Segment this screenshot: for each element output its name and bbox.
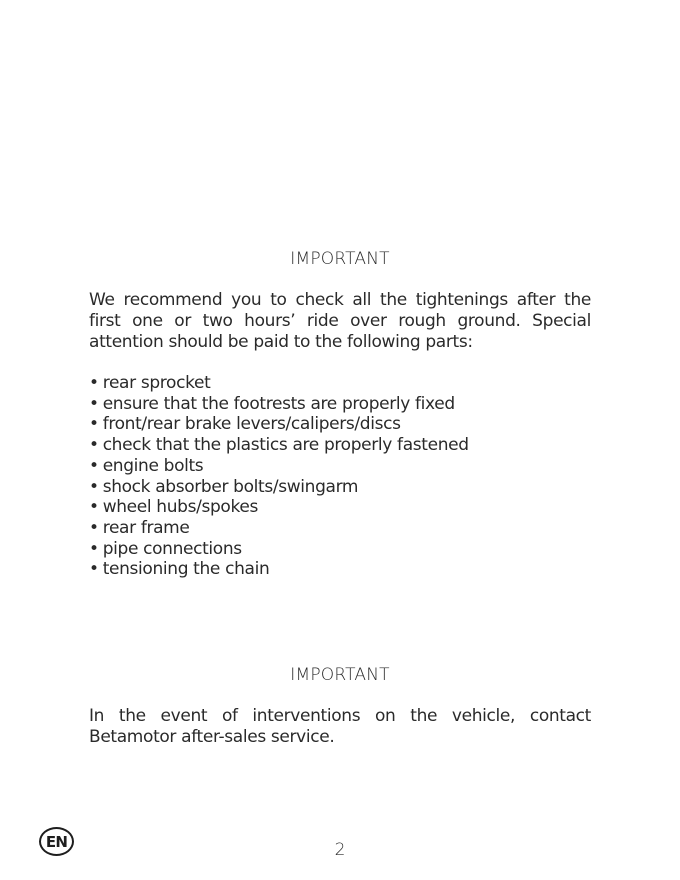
list-item bbox=[89, 477, 591, 498]
after-sales-paragraph: In the event of interventions on the vehicle, contact Betamotor after-sales service. bbox=[89, 706, 591, 747]
list-item bbox=[89, 539, 591, 560]
bullet-icon: • bbox=[89, 559, 99, 580]
list-item bbox=[89, 456, 591, 477]
bullet-icon: • bbox=[89, 414, 99, 435]
list-item-label: front/rear brake levers/calipers/discs bbox=[102, 414, 401, 435]
list-item bbox=[89, 559, 591, 580]
bullet-icon: • bbox=[89, 497, 99, 518]
list-item bbox=[89, 373, 591, 394]
list-item bbox=[89, 394, 591, 415]
list-item bbox=[89, 435, 591, 456]
bullet-icon: • bbox=[89, 538, 99, 559]
list-item-label: engine bolts bbox=[102, 455, 204, 476]
bullet-icon: • bbox=[89, 393, 99, 414]
list-item-label: rear sprocket bbox=[102, 373, 211, 393]
page-number: 2 bbox=[334, 840, 346, 860]
list-item-label: shock absorber bolts/swingarm bbox=[102, 476, 359, 497]
bullet-icon: • bbox=[89, 373, 99, 393]
list-item bbox=[89, 518, 591, 539]
list-item-label: check that the plastics are properly fastened bbox=[102, 435, 469, 456]
important-heading-2: IMPORTANT bbox=[290, 665, 390, 685]
list-item bbox=[89, 414, 591, 435]
list-item-label: tensioning the chain bbox=[102, 559, 270, 580]
bullet-icon: • bbox=[89, 476, 99, 497]
bullet-icon: • bbox=[89, 435, 99, 456]
list-item bbox=[89, 497, 591, 518]
language-badge: EN bbox=[39, 827, 74, 856]
tightening-check-paragraph: We recommend you to check all the tightenings after the first one or two hours’ ride over rough ground. Special attention should be paid to the following parts: bbox=[89, 290, 591, 352]
important-heading-1: IMPORTANT bbox=[290, 249, 390, 269]
bullet-icon: • bbox=[89, 455, 99, 476]
list-item-label: ensure that the footrests are properly fixed bbox=[102, 393, 455, 414]
list-item-label: rear frame bbox=[102, 517, 190, 538]
bullet-icon: • bbox=[89, 517, 99, 538]
list-item-label: wheel hubs/spokes bbox=[102, 497, 258, 518]
list-item-label: pipe connections bbox=[102, 538, 242, 559]
check-parts-list bbox=[89, 373, 591, 580]
